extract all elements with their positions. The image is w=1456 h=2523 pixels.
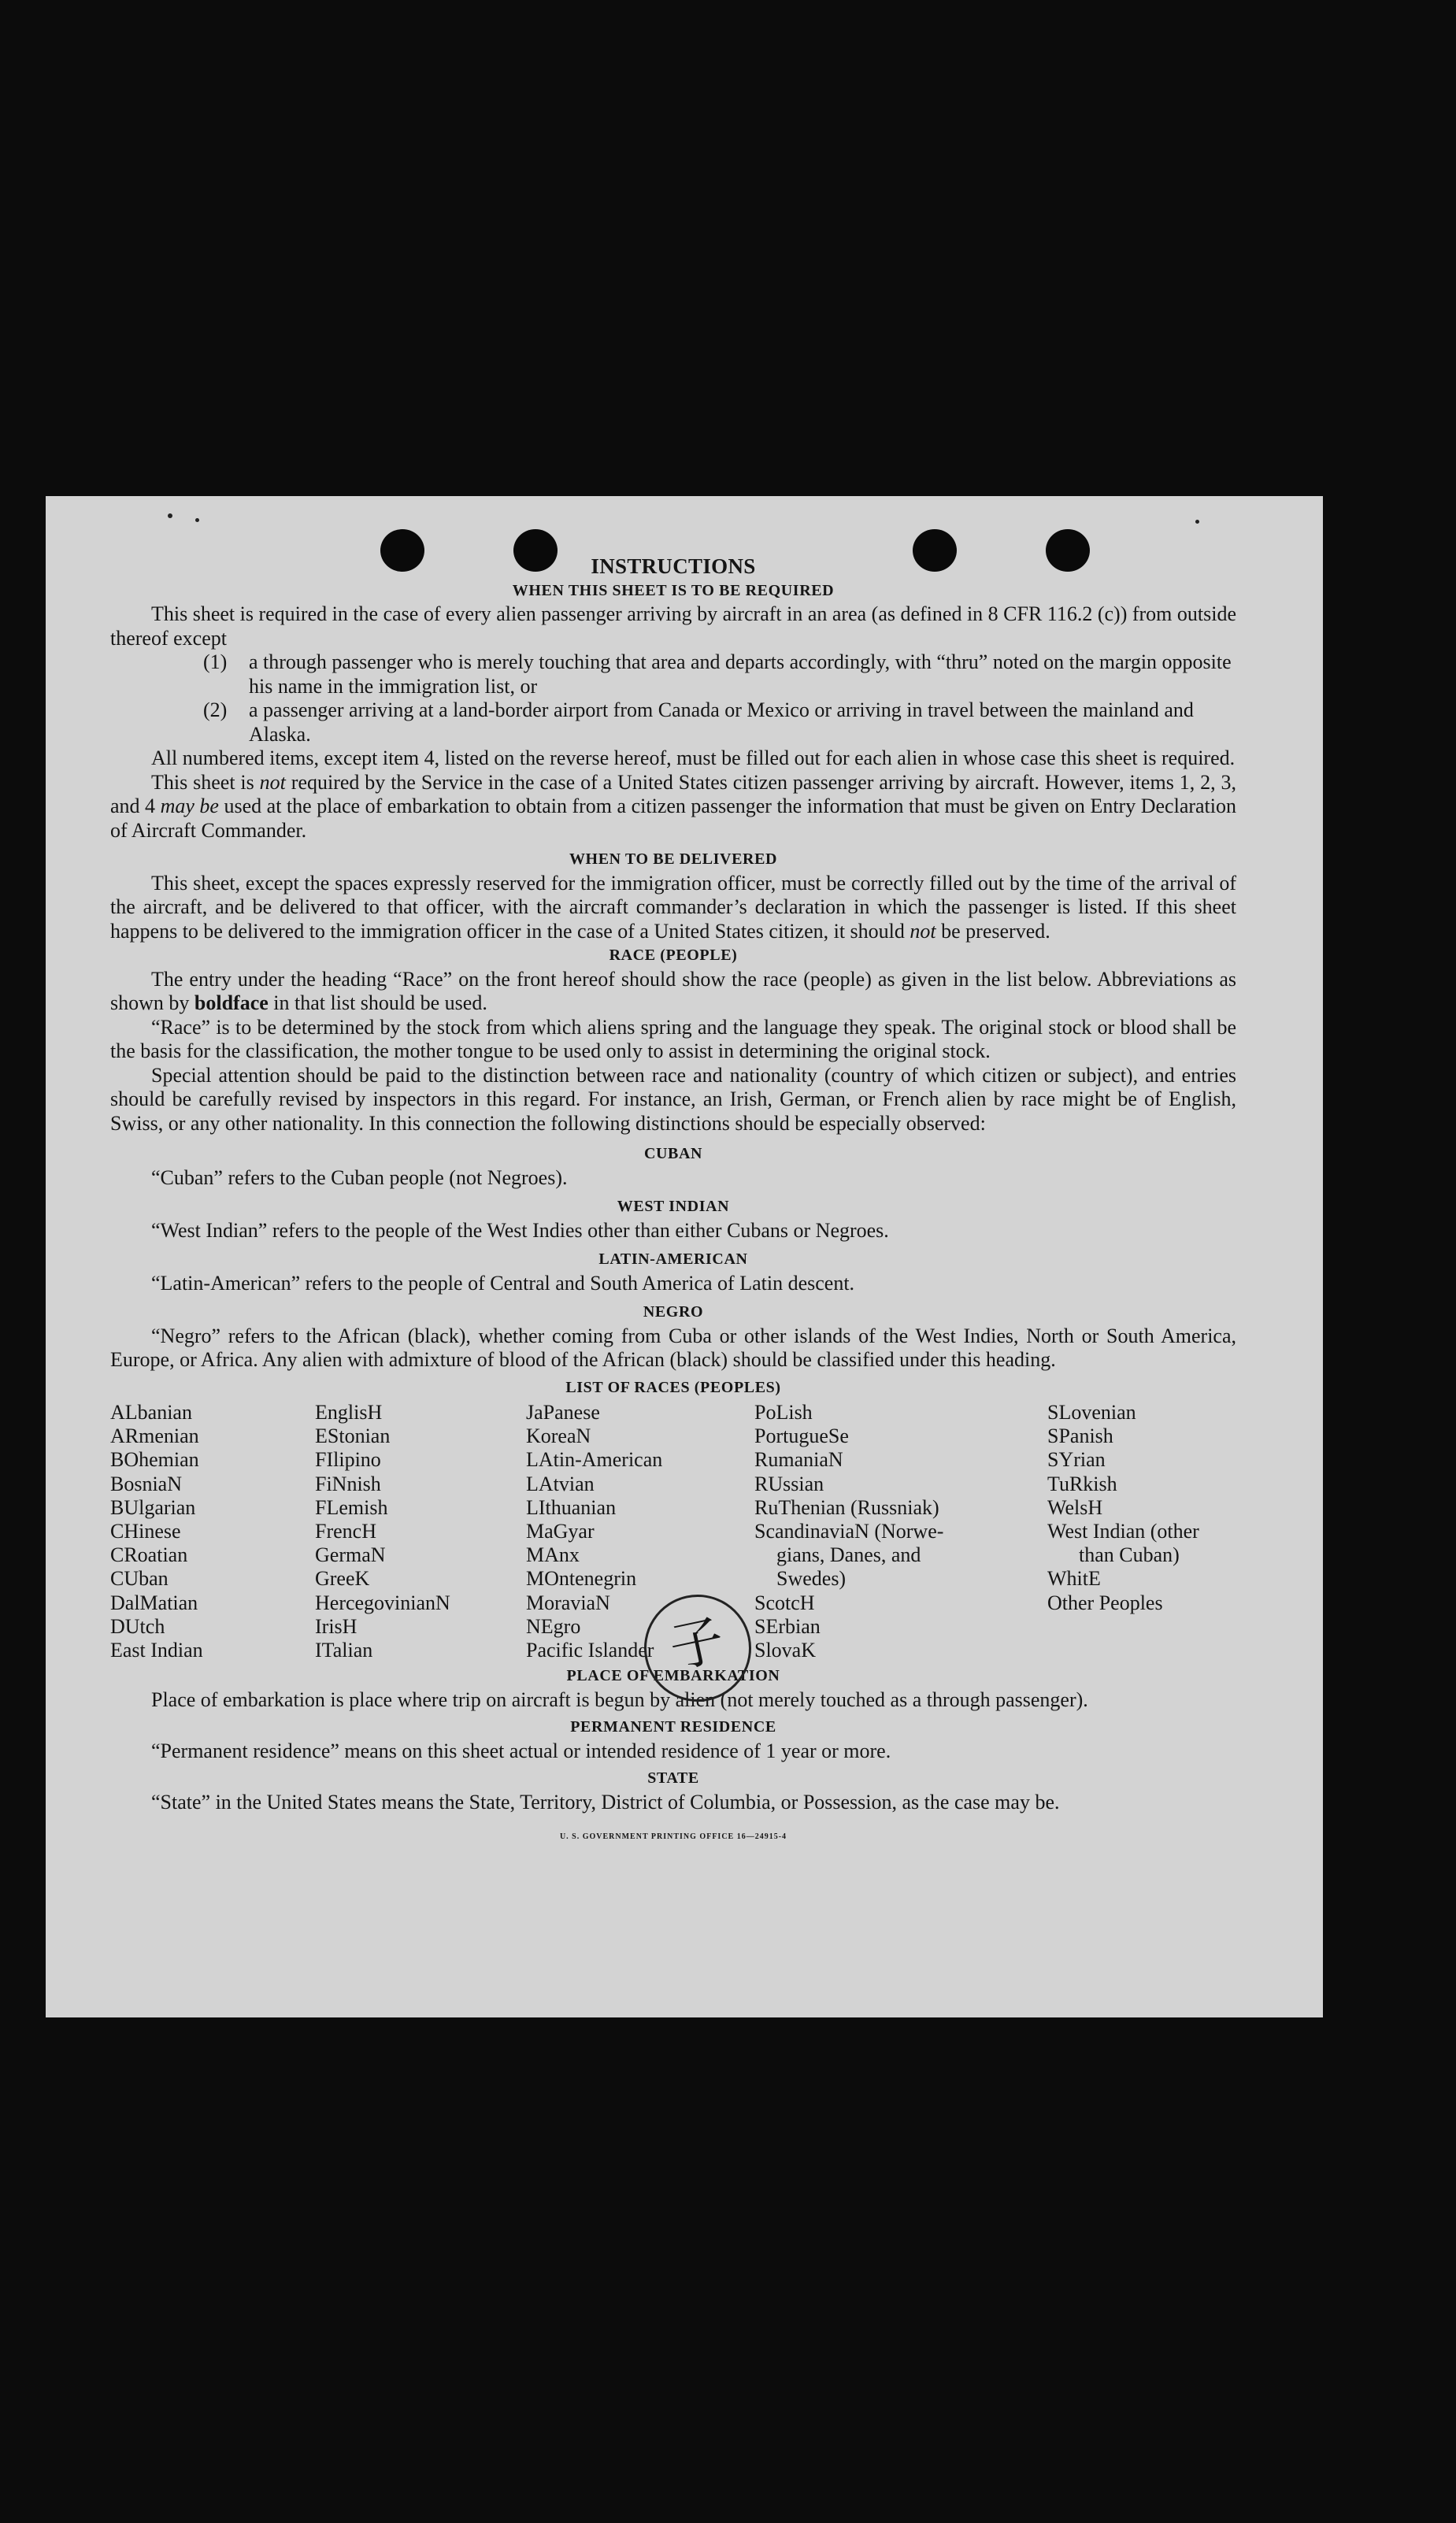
race-item: SYrian: [1047, 1448, 1106, 1472]
race-item: ALbanian: [110, 1401, 192, 1424]
race-item: ScandinaviaN (Norwe-: [754, 1520, 944, 1543]
race-item: LIthuanian: [526, 1495, 617, 1519]
text-run: The entry under the heading “Race” on the front hereof should show the race (people) as given in the list below. Abbreviations as shown by: [110, 967, 1236, 1014]
race-item: JaPanese: [526, 1401, 600, 1424]
race-item: BUlgarian: [110, 1495, 196, 1519]
circular-stamp: 子: [634, 1584, 761, 1711]
race-column: [110, 1401, 315, 1662]
race-item: ITalian: [315, 1639, 373, 1662]
printer-imprint: U. S. GOVERNMENT PRINTING OFFICE 16—24915-4: [559, 1832, 787, 1842]
section-heading: NEGRO: [643, 1303, 704, 1321]
paragraph: “State” in the United States means the State, Territory, District of Columbia, or Possession, as the case may be.: [151, 1790, 1060, 1814]
race-item: CHinese: [110, 1520, 181, 1543]
paragraph: [110, 771, 1236, 843]
race-item: Other Peoples: [1047, 1591, 1163, 1614]
race-item: FiNnish: [315, 1472, 381, 1495]
race-item: DalMatian: [110, 1591, 198, 1614]
section-heading: WEST INDIAN: [617, 1198, 730, 1215]
race-item: PoLish: [754, 1401, 813, 1424]
text-run: used at the place of embarkation to obtain from a citizen passenger the information that must be given on Entry Declaration of Aircraft Commander.: [110, 795, 1236, 842]
race-item: CUban: [110, 1567, 169, 1591]
race-item: PortugueSe: [754, 1425, 849, 1448]
race-item: SErbian: [754, 1614, 821, 1638]
race-item: HercegovinianN: [315, 1591, 450, 1614]
section-heading: LATIN-AMERICAN: [598, 1250, 748, 1268]
item-text: a through passenger who is merely touching that area and departs accordingly, with “thru” noted on the margin opposite his name in the immigration list, or: [249, 650, 1232, 698]
section-heading: STATE: [647, 1769, 699, 1788]
text-run: be preserved.: [935, 919, 1050, 943]
race-item: GermaN: [315, 1543, 386, 1567]
race-item: RUssian: [754, 1472, 824, 1495]
punch-hole: [513, 529, 558, 572]
italic-text: not: [910, 919, 936, 943]
race-item-continued: than Cuban): [1079, 1543, 1180, 1567]
punch-hole: [380, 529, 424, 572]
speck: [168, 513, 172, 518]
paragraph: [110, 872, 1236, 944]
italic-text: may be: [160, 795, 219, 817]
item-text: a passenger arriving at a land-border airport from Canada or Mexico or arriving in travel between the mainland and Alaska.: [249, 698, 1194, 746]
item-number: (2): [203, 698, 228, 721]
text-run: required by the Service in the case of a United States citizen passenger arriving by aircraft. However, items 1, 2, 3, and 4: [110, 770, 1236, 817]
race-item-continued: gians, Danes, and: [776, 1543, 921, 1567]
race-item: IrisH: [315, 1614, 358, 1638]
race-item: BOhemian: [110, 1448, 199, 1472]
race-item: LAtin-American: [526, 1448, 663, 1472]
race-item: MOntenegrin: [526, 1567, 637, 1591]
paragraph: “Permanent residence” means on this sheet actual or intended residence of 1 year or more.: [151, 1739, 891, 1762]
section-heading: WHEN TO BE DELIVERED: [569, 850, 778, 868]
race-item: GreeK: [315, 1567, 370, 1591]
race-item: Pacific Islander: [526, 1639, 654, 1662]
race-item: BosniaN: [110, 1472, 182, 1495]
race-item: MoraviaN: [526, 1591, 610, 1614]
race-item: DUtch: [110, 1614, 165, 1638]
race-item: West Indian (other: [1047, 1520, 1199, 1543]
race-item: FrencH: [315, 1520, 376, 1543]
race-item: RuThenian (Russniak): [754, 1495, 939, 1519]
race-item: CRoatian: [110, 1543, 188, 1567]
punch-hole: [1046, 529, 1090, 572]
race-item: MaGyar: [526, 1520, 595, 1543]
section-heading: CUBAN: [643, 1145, 703, 1162]
race-item: EStonian: [315, 1425, 391, 1448]
paragraph: All numbered items, except item 4, listed on the reverse hereof, must be filled out for each alien in whose case this sheet is required.: [151, 747, 1236, 769]
race-item: RumaniaN: [754, 1448, 843, 1472]
race-item: EnglisH: [315, 1401, 383, 1424]
race-item: SLovenian: [1047, 1401, 1136, 1424]
paragraph: “Race” is to be determined by the stock from which aliens spring and the language they speak. The original stock or blood shall be the basis for the classification, the mother tongue to be used only to assist in determining the original stock.: [110, 1015, 1236, 1062]
race-item: SlovaK: [754, 1639, 816, 1662]
race-item: FLemish: [315, 1495, 388, 1519]
race-item: TuRkish: [1047, 1472, 1117, 1495]
paragraph: “West Indian” refers to the people of the West Indies other than either Cubans or Negroes.: [151, 1218, 889, 1242]
page-title: INSTRUCTIONS: [591, 554, 756, 578]
race-column: [315, 1401, 526, 1662]
punch-hole: [913, 529, 957, 572]
text-run: This sheet, except the spaces expressly reserved for the immigration officer, must be correctly filled out by the time of the arrival of the aircraft, and be delivered to that officer, with the aircraft commander’s declaration in which the passenger is listed. If this sheet happens to be delivered to the immigration officer in the case of a United States citizen, it should: [110, 871, 1236, 943]
section-heading: WHEN THIS SHEET IS TO BE REQUIRED: [512, 581, 835, 599]
race-item: KoreaN: [526, 1425, 591, 1448]
paragraph: This sheet is required in the case of every alien passenger arriving by aircraft in an area (as defined in 8 CFR 116.2 (c)) from outside thereof except: [110, 602, 1236, 650]
race-column: [1047, 1401, 1260, 1662]
section-heading: LIST OF RACES (PEOPLES): [565, 1378, 781, 1396]
paragraph: Special attention should be paid to the distinction between race and nationality (country of which citizen or subject), and entries should be carefully revised by inspectors in this regard. For instance, an Irish, German, or French alien by race might be of English, Swiss, or any other nationality. In this connection the following distinctions should be especially observed:: [110, 1063, 1236, 1135]
text-run: in that list should be used.: [268, 991, 487, 1014]
race-item-continued: Swedes): [776, 1567, 847, 1591]
race-item: SPanish: [1047, 1425, 1113, 1448]
race-item: WhitE: [1047, 1567, 1101, 1591]
italic-text: not: [259, 770, 286, 794]
paragraph: “Negro” refers to the African (black), whether coming from Cuba or other islands of the West Indies, North or South America, Europe, or Africa. Any alien with admixture of blood of the African (black) should be classified under this heading.: [110, 1324, 1236, 1371]
race-item: ScotcH: [754, 1591, 815, 1614]
instruction-sheet: [46, 496, 1323, 2017]
paragraph: “Latin-American” refers to the people of Central and South America of Latin descent.: [151, 1271, 855, 1295]
speck: [1195, 520, 1199, 524]
paragraph: [110, 968, 1236, 1016]
race-item: LAtvian: [526, 1472, 595, 1495]
section-heading: PERMANENT RESIDENCE: [570, 1718, 776, 1736]
section-heading: RACE (PEOPLE): [609, 947, 738, 964]
speck: [195, 518, 199, 522]
race-item: FIlipino: [315, 1448, 381, 1472]
item-number: (1): [203, 650, 228, 673]
race-item: East Indian: [110, 1639, 203, 1662]
text-run: This sheet is: [151, 770, 260, 794]
paragraph: “Cuban” refers to the Cuban people (not Negroes).: [151, 1165, 568, 1189]
race-item: MAnx: [526, 1543, 580, 1567]
list-item: [110, 698, 1236, 747]
paragraph: Place of embarkation is place where trip on aircraft is begun by alien (not merely touched as a through passenger).: [151, 1688, 1088, 1711]
section-heading: PLACE OF EMBARKATION: [566, 1667, 780, 1685]
race-column: [754, 1401, 1047, 1662]
bold-text: boldface: [194, 991, 269, 1014]
race-item: ARmenian: [110, 1425, 199, 1448]
race-item: NEgro: [526, 1614, 581, 1638]
list-item: [110, 650, 1236, 698]
race-item: WelsH: [1047, 1495, 1103, 1519]
